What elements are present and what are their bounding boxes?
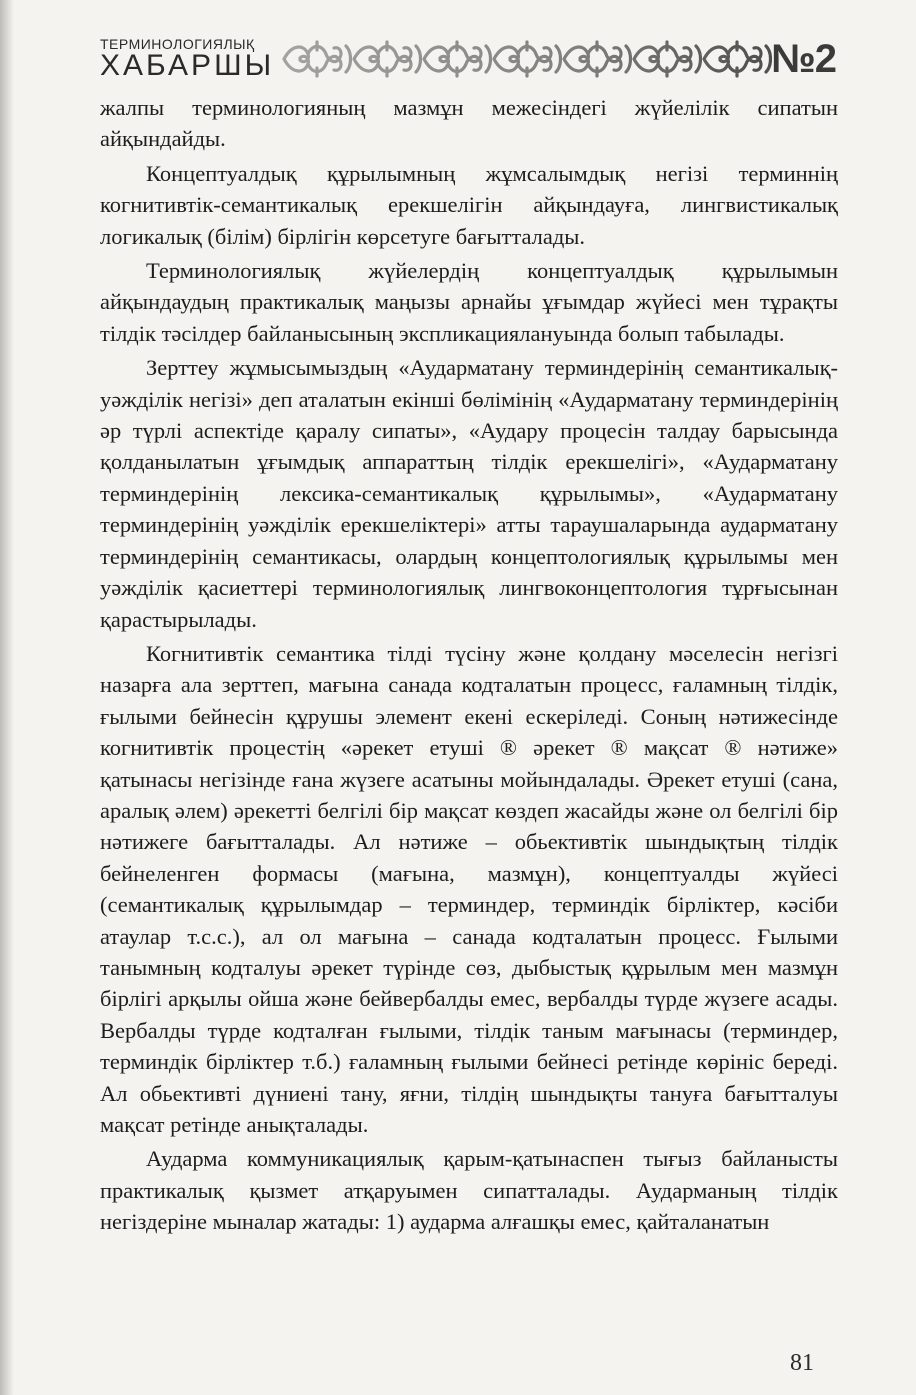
page-number: 81	[790, 1350, 814, 1376]
paragraph: Терминологиялық жүйелердің концептуалдық құрылымын айқындаудың практикалық маңызы арнайы ұғымдар жүйесі мен тұрақты тілдік тәсілдер байланысының экспликациялануында болып табылады.	[100, 258, 838, 346]
kazakh-ornament-icon	[282, 40, 772, 78]
article-body	[100, 92, 838, 1241]
paragraph: Аударма коммуникациялық қарым-қатынаспен тығыз байланысты практикалық қызмет атқаруымен сипатталады. Аударманың тілдік негіздеріне мыналар жатады: 1) аударма алғашқы емес, қайталанатын	[100, 1146, 838, 1235]
journal-title-main: ХАБАРШЫ	[100, 49, 275, 82]
paragraph: Зерттеу жұмысымыздың «Аударматану терминдерінің семантикалық-уәжділік негізі» деп аталатын екінші бөлімінің «Аударматану терминдерінің әр түрлі аспектіде қаралу сипаты», «Аудару процесін талдау барысында қолданылатын ұғымдық аппараттың тілдік ерекшелігі», «Аударматану терминдерінің лексика-семантикалық құрылымы», «Аударматану терминдерінің уәжділік ерекшеліктері» атты тараушаларында аударматану терминдерінің семантикасы, олардың концептологиялық құрылымы мен уәжділік қасиеттері терминологиялық лингвоконцептология тұрғысынан қарастырылады.	[100, 355, 838, 632]
paragraph: Концептуалдық құрылымның жұмсалымдық негізі терминнің когнитивтік-семантикалық ерекшелігін айқындауға, лингвистикалық логикалық (білім) бірлігін көрсетуге бағытталады.	[100, 160, 838, 249]
paragraph: жалпы терминологияның мазмұн межесіндегі жүйелілік сипатын айқындайды.	[100, 95, 838, 152]
journal-title-top: ТЕРМИНОЛОГИЯЛЫҚ	[100, 36, 255, 52]
issue-number: №2	[771, 37, 836, 81]
page-edge-shadow	[0, 0, 14, 1395]
journal-header	[100, 28, 840, 86]
paragraph: Когнитивтік семантика тілді түсіну және қолдану мәселесін негізгі назарға ала зерттеп, мағына санада кодталатын процесс, ғаламның тілдік, ғылыми бейнесін құрушы элемент екені ескеріледі. Соның нәтижесінде когнитивтік процестің «әрекет етуші ® әрекет ® мақсат ® нәтиже» қатынасы негізінде ғана жүзеге асатыны мойындалады. Әрекет етуші (сана, аралық әлем) әрекетті белгілі бір мақсат көздеп жасайды және ол белгілі бір нәтижеге бағытталады. Ал нәтиже – обьективтік шындықтың тілдік бейнеленген формасы (мағына, мазмұн), концептуалды жүйесі (семантикалық құрылымдар – терминдер, терминдік бірліктер, кәсіби атаулар т.с.с.), ал ол мағына – санада кодталатын процесс. Ғылыми танымның кодталуы әрекет түрінде сөз, дыбыстық құрылым мен мазмұн бірлігі арқылы ойша және бейвербалды емес, вербалды түрде жүзеге асады. Вербалды түрде кодталған ғылыми, тілдік таным мағынасы (терминдер, терминдік бірліктер т.б.) ғаламның ғылыми бейнесі ретінде көрініс береді. Ал обьективті дүниені тану, яғни, тілдің шындықты тануға бағытталуы мақсат ретінде анықталады.	[100, 640, 838, 1137]
